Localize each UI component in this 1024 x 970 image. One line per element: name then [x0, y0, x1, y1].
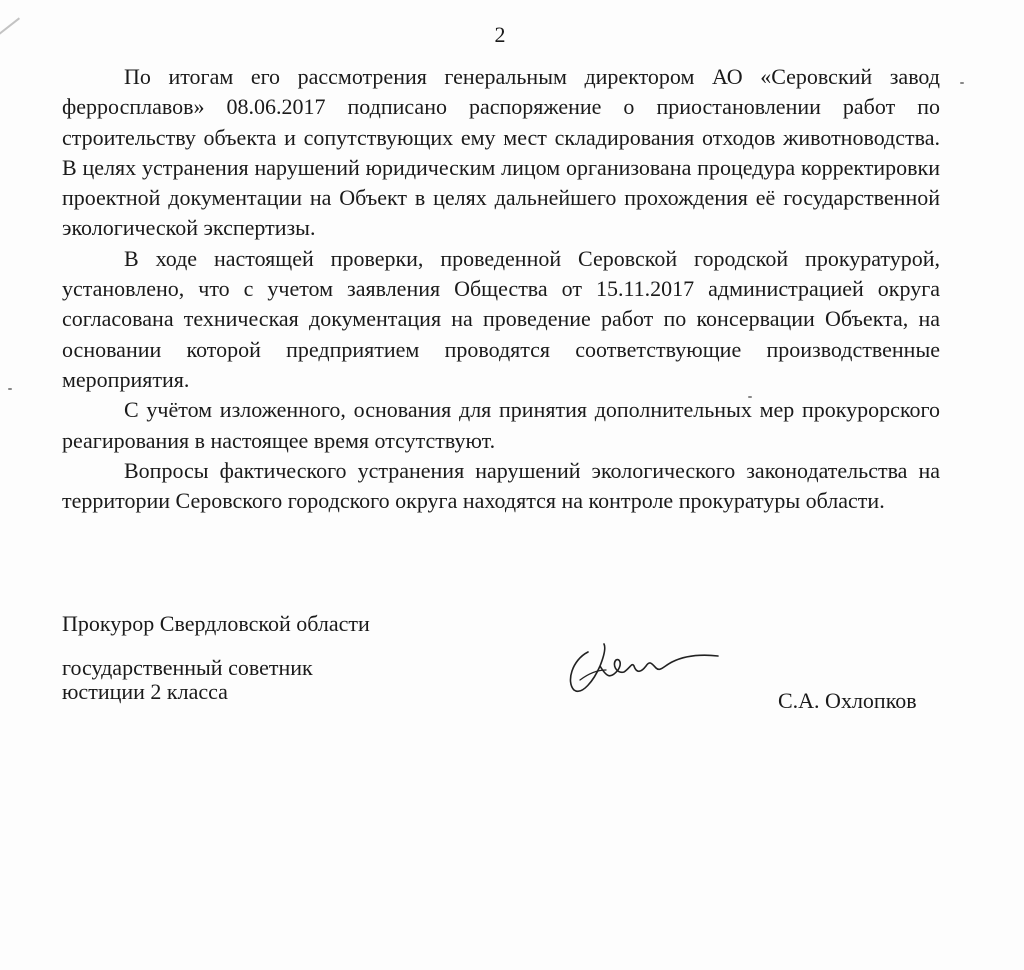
handwritten-signature [560, 630, 730, 700]
scan-artifact-mark [0, 0, 65, 16]
letter-body [62, 62, 940, 516]
paragraph-conclusion: С учётом изложенного, основания для принятия дополнительных мер прокурорского реагирования в настоящее время отсутствуют. [62, 397, 940, 453]
signer-position: Прокурор Свердловской области [62, 611, 370, 636]
signature-block [62, 612, 370, 704]
signer-rank-line-1: государственный советник [62, 655, 313, 680]
signer-rank-line-2: юстиции 2 класса [62, 679, 228, 704]
signer-name: С.А. Охлопков [778, 688, 917, 713]
page-number: 2 [494, 22, 506, 47]
scan-speck [8, 388, 12, 390]
scan-speck [960, 82, 964, 84]
paragraph-inspection: В ходе настоящей проверки, проведенной Серовской городской прокуратурой, установлено, что с учетом заявления Общества от 15.11.2017 администрацией округа согласована техническая документация на проведение работ по консервации Объекта, на основании которой предприятием проводятся соответствующие производственные мероприятия. [62, 245, 940, 392]
paragraph-control: Вопросы фактического устранения нарушений экологического законодательства на территории Серовского городского округа находятся на контроле прокуратуры области. [62, 457, 940, 514]
paragraph-review-result: По итогам его рассмотрения генеральным директором АО «Серовский завод ферросплавов» 08.06.2017 подписано распоряжение о приостановлении работ по строительству объекта и сопутствующих ему мест складирования отходов животноводства. В целях устранения нарушений юридическим лицом организована процедура корректировки проектной документации на Объект в целях дальнейшего прохождения её государственной экологической экспертизы. [62, 64, 940, 241]
